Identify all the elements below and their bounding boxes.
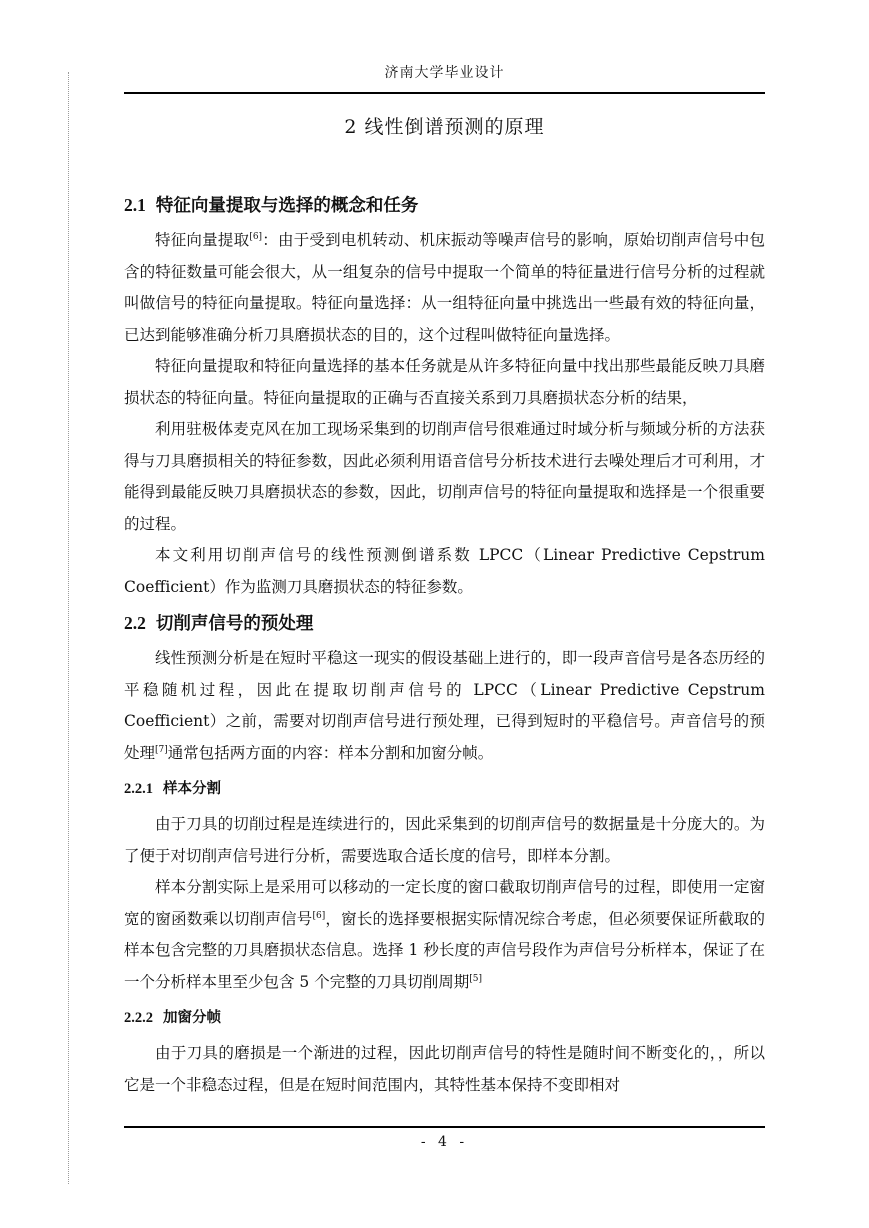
section-title: 特征向量提取与选择的概念和任务	[155, 196, 419, 216]
text-run: 通常包括两方面的内容：样本分割和加窗分帧。	[167, 743, 494, 762]
subsection-number: 2.2.2	[124, 1010, 153, 1026]
subsection-heading-2-2-2	[124, 998, 765, 1038]
text-run: 特征向量提取	[155, 231, 250, 249]
citation: [5]	[469, 973, 482, 984]
paragraph	[124, 643, 765, 769]
header-rule	[124, 92, 765, 94]
text-run: 线性预测分析是在短时平稳这一现实的假设基础上进行的，即一段声音信号是各态历经的平稳随机过程，因此在提取切削声信号的 LPCC（Linear Predictive Cepstrum Coefficient）之前，需要对切削声信号进行预处理，已得到短时的平稳信号。声音信号的预处理	[124, 649, 765, 762]
chapter-title: 2 线性倒谱预测的原理	[344, 116, 545, 138]
paragraph: 特征向量提取和特征向量选择的基本任务就是从许多特征向量中找出那些最能反映刀具磨损状态的特征向量。特征向量提取的正确与否直接关系到刀具磨损状态分析的结果，	[124, 357, 765, 407]
subsection-title: 加窗分帧	[163, 1009, 221, 1026]
paragraph: 本文利用切削声信号的线性预测倒谱系数 LPCC（Linear Predictive Cepstrum Coefficient）作为监测刀具磨损状态的特征参数。	[124, 546, 765, 596]
section-number: 2.1	[124, 195, 146, 215]
citation: [6]	[249, 232, 263, 242]
subsection-title: 样本分割	[163, 780, 221, 797]
page-header: 济南大学毕业设计	[384, 65, 505, 81]
section-heading-2-2	[124, 603, 765, 643]
text-run: ，窗长的选择要根据实际情况综合考虑，但必须要保证所截取的样本包含完整的刀具磨损状态信息。选择 1 秒长度的声信号段作为声信号分析样本，保证了在一个分析样本里至少包含 5 个完整的刀具切削周期	[124, 909, 765, 991]
text-run: ：由于受到电机转动、机床振动等噪声信号的影响，原始切削声信号中包含的特征数量可能会很大，从一组复杂的信号中提取一个简单的特征量进行信号分析的过程就叫做信号的特征向量提取。特征向量选择：从一组特征向量中挑选出一些最有效的特征向量，已达到能够准确分析刀具磨损状态的目的，这个过程叫做特征向量选择。	[124, 231, 765, 344]
citation: [7]	[155, 744, 168, 755]
footer-rule	[124, 1126, 765, 1128]
page-number: - 4 -	[420, 1134, 469, 1150]
section-title: 切削声信号的预处理	[155, 614, 314, 634]
subsection-number: 2.2.1	[124, 781, 153, 797]
page-body	[124, 185, 765, 1101]
paragraph: 由于刀具的切削过程是连续进行的，因此采集到的切削声信号的数据量是十分庞大的。为了便于对切削声信号进行分析，需要选取合适长度的信号，即样本分割。	[124, 815, 765, 865]
binding-margin-line	[68, 72, 69, 1184]
paragraph	[124, 872, 765, 998]
section-heading-2-1	[124, 185, 765, 225]
subsection-heading-2-2-1	[124, 769, 765, 809]
paragraph	[124, 225, 765, 351]
section-number: 2.2	[124, 613, 146, 633]
paragraph: 利用驻极体麦克风在加工现场采集到的切削声信号很难通过时域分析与频域分析的方法获得与刀具磨损相关的特征参数，因此必须利用语音信号分析技术进行去噪处理后才可利用，才能得到最能反映刀具磨损状态的参数，因此，切削声信号的特征向量提取和选择是一个很重要的过程。	[124, 420, 765, 533]
text-run: 样本分割实际上是采用可以移动的一定长度的窗口截取切削声信号的过程，即使用一定窗宽的窗函数乘以切削声信号	[124, 878, 765, 928]
paragraph: 由于刀具的磨损是一个渐进的过程，因此切削声信号的特性是随时间不断变化的，，所以它是一个非稳态过程，但是在短时间范围内，其特性基本保持不变即相对	[124, 1044, 765, 1094]
citation: [6]	[312, 910, 326, 921]
